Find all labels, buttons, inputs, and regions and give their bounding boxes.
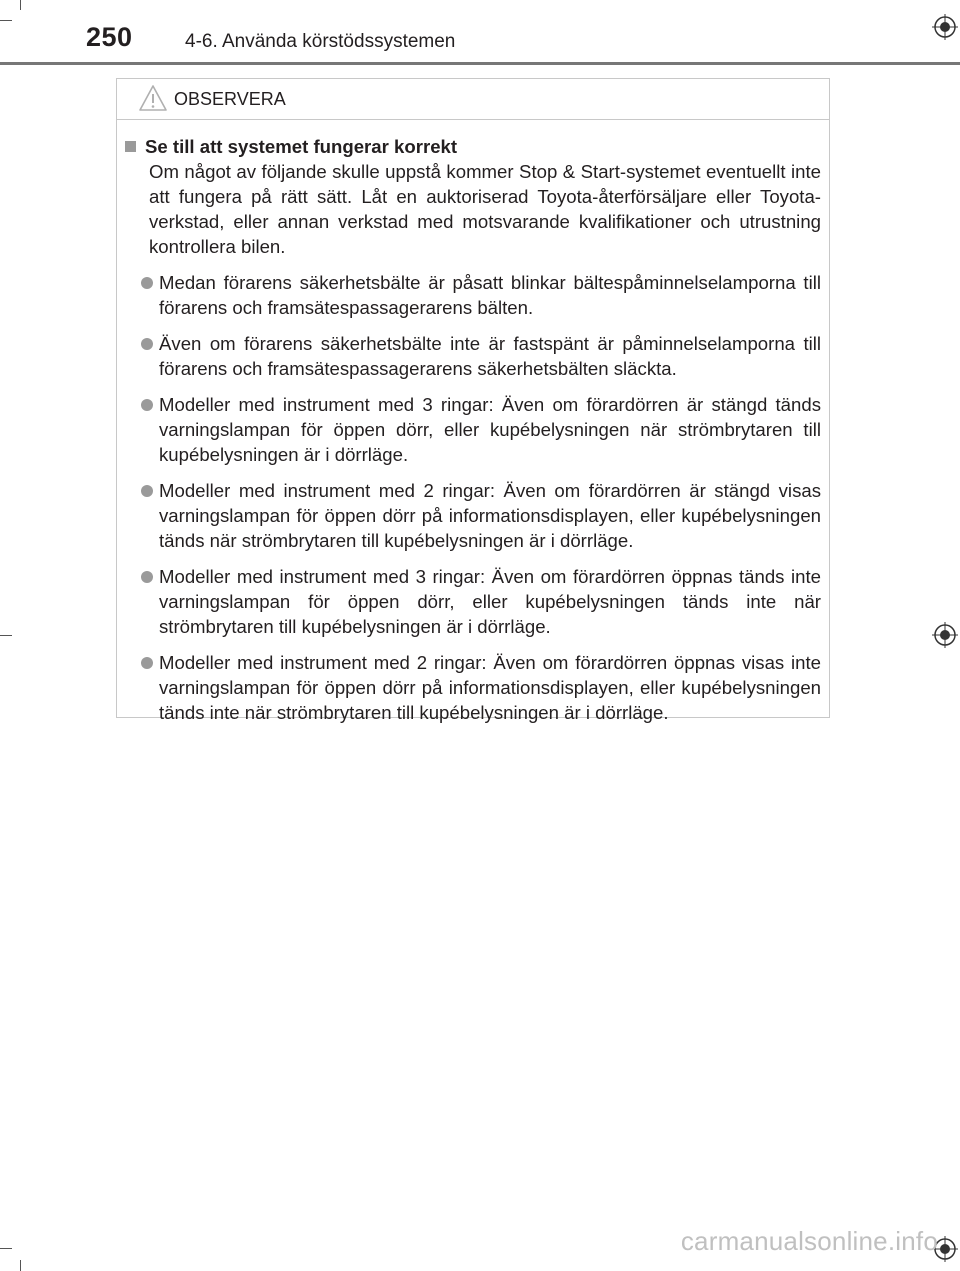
watermark: carmanualsonline.info (680, 1226, 938, 1256)
round-bullet-icon (141, 277, 153, 289)
header-rule (0, 62, 960, 65)
section-title: 4-6. Använda körstödssystemen (185, 31, 456, 52)
caution-subheading (125, 134, 821, 159)
caution-title: OBSERVERA (174, 89, 286, 109)
round-bullet-icon (141, 338, 153, 350)
crop-mark-bottom-left-v (20, 1260, 21, 1271)
caution-intro: Om något av följande skulle uppstå kommer Stop & Start-systemet eventuellt inte att fungera på rätt sätt. Låt en auktoriserad Toyota-återförsäljare eller Toyota-verkstad, eller annan verkstad med motsvarande kvalifikationer och utrustning kontrollera bilen. (149, 161, 821, 257)
list-item (125, 331, 821, 381)
crop-mark-bottom-left (0, 1248, 12, 1249)
list-item (125, 478, 821, 553)
registration-mark-right-mid (932, 622, 958, 648)
round-bullet-icon (141, 399, 153, 411)
page-number: 250 (86, 22, 133, 52)
caution-body (117, 120, 829, 725)
list-item-text: Även om förarens säkerhetsbälte inte är fastspänt är påminnelselamporna till förarens och framsätespassagerarens säkerhetsbälten släckta. (159, 333, 821, 379)
caution-box (116, 78, 830, 723)
round-bullet-icon (141, 657, 153, 669)
list-item (125, 564, 821, 639)
list-item-text: Modeller med instrument med 2 ringar: Även om förardörren är stängd visas varningslampan för öppen dörr på informationsdisplayen, eller kupébelysningen tänds när strömbrytaren till kupébelysningen är i dörrläge. (159, 480, 821, 551)
crop-mark-top-left (0, 20, 12, 21)
caution-subheading-text: Se till att systemet fungerar korrekt (145, 136, 458, 157)
registration-mark-top-right (932, 14, 958, 40)
crop-mark-left-mid (0, 635, 12, 636)
list-item-text: Modeller med instrument med 3 ringar: Även om förardörren öppnas tänds inte varningslampan för öppen dörr, eller kupébelysningen tänds inte när strömbrytaren till kupébelysningen är i dörrläge. (159, 566, 821, 637)
crop-mark-top-left-v (20, 0, 21, 10)
caution-header (117, 79, 829, 120)
list-item (125, 392, 821, 467)
warning-triangle-icon (138, 84, 168, 112)
round-bullet-icon (141, 571, 153, 583)
list-item-text: Medan förarens säkerhetsbälte är påsatt blinkar bältespåminnelselamporna till förarens och framsätespassagerarens bälten. (159, 272, 821, 318)
round-bullet-icon (141, 485, 153, 497)
square-bullet-icon (125, 141, 136, 152)
list-item-text: Modeller med instrument med 2 ringar: Även om förardörren öppnas visas inte varningslampan för öppen dörr på informationsdisplayen, eller kupébelysningen tänds inte när strömbrytaren till kupébelysningen är i dörrläge. (159, 652, 821, 723)
list-item (125, 270, 821, 320)
list-item-text: Modeller med instrument med 3 ringar: Även om förardörren är stängd tänds varningslampan för öppen dörr, eller kupébelysningen när strömbrytaren till kupébelysningen är i dörrläge. (159, 394, 821, 465)
list-item (125, 650, 821, 725)
